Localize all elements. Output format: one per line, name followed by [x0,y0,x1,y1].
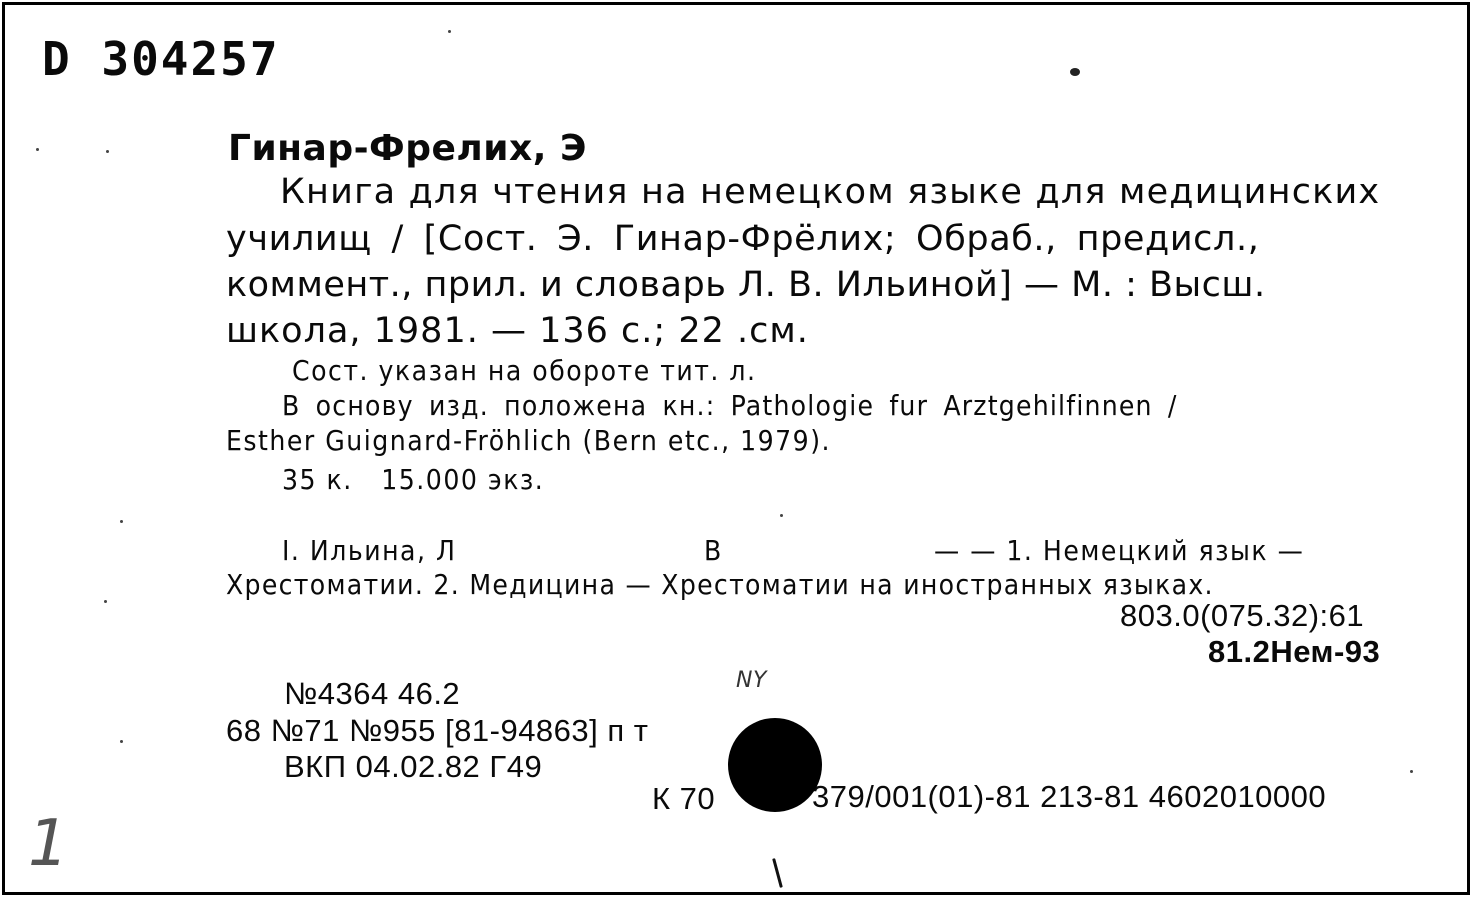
code-line-end: 379/001(01)-81 213-81 4602010000 [812,779,1327,814]
title-line-1: Книга для чтения на немецком языке для медицинских [280,172,1381,212]
vkp-line: ВКП 04.02.82 Г49 [284,749,543,784]
tracing-name: I. Ильина, Л [282,534,457,567]
code-line-start: К 70 [652,781,716,816]
tracing-initial: В [704,534,723,567]
speck [104,600,107,603]
catalog-number: D 304257 [42,32,280,86]
tracing-subject-1: — — 1. Немецкий язык — [934,534,1305,567]
bbk-index: 81.2Нем-93 [1208,634,1381,669]
speck [1410,770,1413,773]
title-line-2: училищ / [Сост. Э. Гинар-Фрёлих; Обраб., предисл., [226,219,1260,259]
speck [106,150,109,153]
author-heading: Гинар-Фрелих, Э [228,128,587,169]
speck [120,520,123,523]
note-source-1: В основу изд. положена кн.: Pathologie fur Arztgehilfinnen / [282,389,1178,422]
title-line-3: коммент., прил. и словарь Л. В. Ильиной] — М. : Высш. [226,265,1266,305]
udc-index: 803.0(075.32):61 [1120,598,1365,633]
price-print-run: 35 к. 15.000 экз. [282,463,545,496]
handwritten-mark: NY [736,668,767,693]
speck [36,148,39,151]
margin-pencil-mark: 1 [28,807,70,881]
print-line: 68 №71 №955 [81-94863] п т [226,713,649,748]
note-source-2: Esther Guignard-Fröhlich (Bern etc., 1979). [226,424,832,457]
speck [120,740,123,743]
speck [780,514,783,517]
tracing-subject-2: Хрестоматии. 2. Медицина — Хрестоматии на иностранных языках. [226,568,1214,601]
black-stamp-dot [728,718,822,812]
note-compiler: Сост. указан на обороте тит. л. [292,354,757,387]
speck [1070,68,1080,76]
order-number: №4364 46.2 [284,676,461,711]
speck [448,30,451,33]
title-line-4: школа, 1981. — 136 с.; 22 .см. [226,311,809,351]
